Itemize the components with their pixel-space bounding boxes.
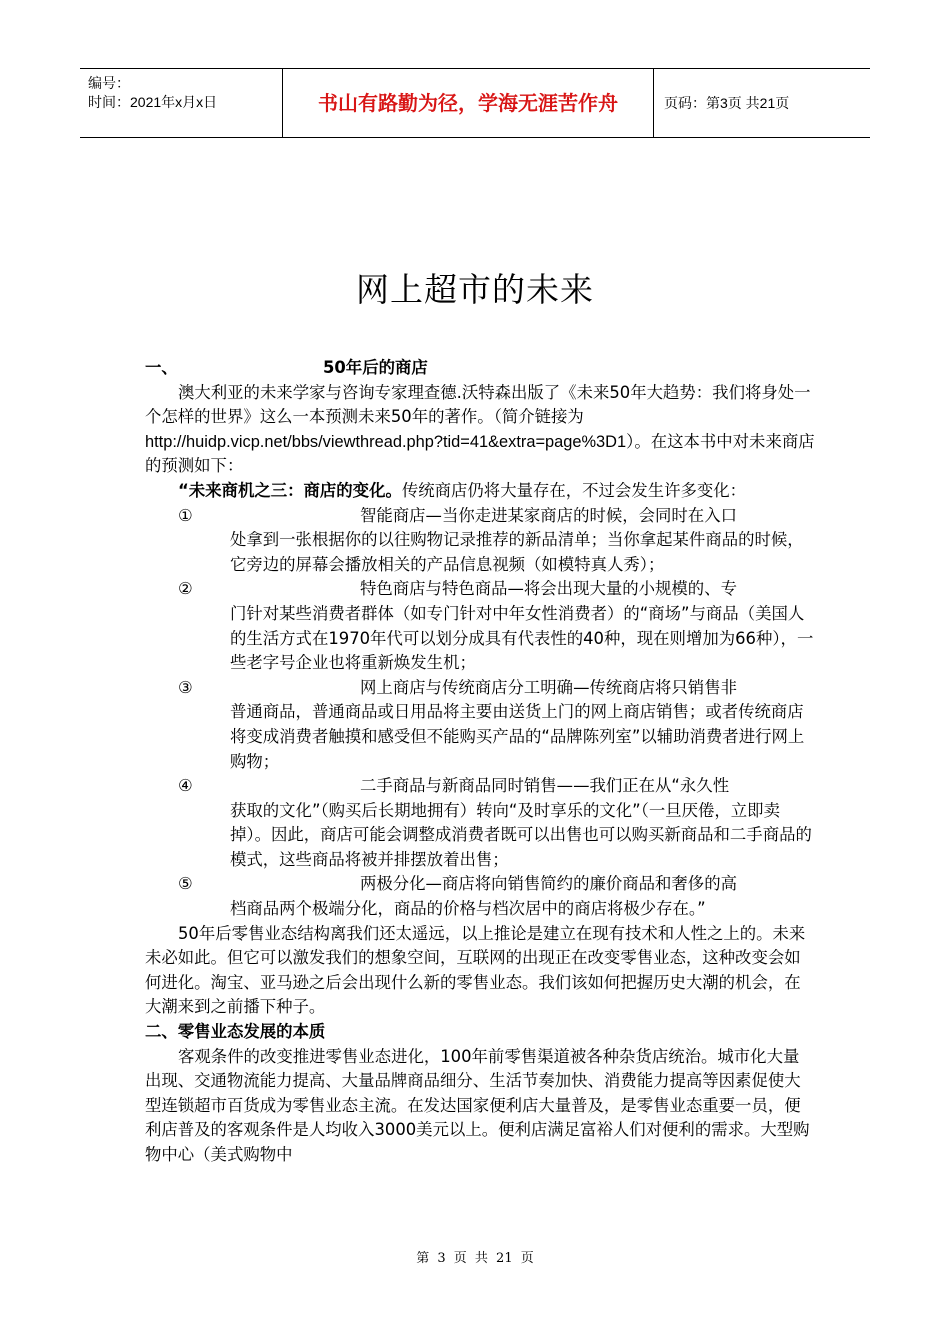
list-item-first-line: 二手商品与新商品同时销售——我们正在从“永久性 [360, 776, 730, 796]
section-1-heading [145, 356, 815, 381]
section-1-number: 一、 [145, 358, 178, 377]
list-item-rest: 档商品两个极端分化，商品的价格与档次居中的商店将极少存在。” [230, 899, 706, 919]
intro-link[interactable]: http://huidp.vicp.net/bbs/viewthread.php?tid=41&extra=page%3D1 [145, 432, 627, 451]
list-marker: ④ [178, 776, 193, 796]
list-marker: ⑤ [178, 874, 193, 894]
list-item-first-line: 网上商店与传统商店分工明确—传统商店将只销售非 [360, 677, 737, 697]
intro-text-a: 澳大利亚的未来学家与咨询专家理查德.沃特森出版了《未来50年大趋势：我们将身处一个怎样的世界》这么一本预测未来50年的著作。（简介链接为 [145, 382, 811, 427]
list-item [145, 774, 815, 872]
header-table [80, 68, 870, 138]
list-item-first-line: 两极分化—商店将向销售简约的廉价商品和奢侈的高 [360, 874, 737, 894]
list-item [145, 504, 815, 578]
section-2-paragraph: 客观条件的改变推进零售业态进化，100年前零售渠道被各种杂货店统治。城市化大量出现、交通物流能力提高、大量品牌商品细分、生活节奏加快、消费能力提高等因素促使大型连锁超市百货成为零售业态主流。在发达国家便利店大量普及，是零售业态重要一员，便利店普及的客观条件是人均收入3000美元以上。便利店满足富裕人们对便利的需求。大型购物中心（美式购物中 [145, 1046, 810, 1164]
document-title: 网上超市的未来 [356, 270, 594, 309]
header-number-label: 编号： [88, 75, 130, 91]
quote-rest: 传统商店仍将大量存在，不过会发生许多变化： [401, 480, 747, 500]
header-date: 时间：2021年x月x日 [88, 94, 218, 110]
list-item-rest: 普通商品，普通商品或日用品将主要由送货上门的网上商店销售；或者传统商店将变成消费者触摸和感受但不能购买产品的“品牌陈列室”以辅助消费者进行网上购物； [230, 702, 805, 771]
list-item-rest: 获取的文化”（购买后长期地拥有）转向“及时享乐的文化”（一旦厌倦，立即卖掉）。因此，商店可能会调整成消费者既可以出售也可以购买新商品和二手商品的模式，这些商品将被并排摆放着出售； [230, 800, 812, 869]
header-page-info: 页码：第3页 共21页 [664, 95, 790, 111]
intro-text-b: ）。在这本书中对未来商店的预测如下： [145, 431, 815, 476]
list-item-first-line: 智能商店—当你走进某家商店的时候，会同时在入口 [360, 505, 737, 525]
list-item [145, 676, 815, 774]
page-footer: 第 3 页 共 21 页 [416, 1251, 534, 1266]
list-item-rest: 处拿到一张根据你的以往购物记录推荐的新品清单；当你拿起某件商品的时候，它旁边的屏幕会播放相关的产品信息视频（如模特真人秀）； [230, 530, 804, 574]
list-item-rest: 门针对某些消费者群体（如专门针对中年女性消费者）的“商场”与商品（美国人的生活方式在1970年代可以划分成具有代表性的40种，现在则增加为66种），一些老字号企业也将重新焕发生机； [230, 603, 814, 673]
list-item [145, 872, 815, 921]
header-meta [80, 69, 282, 137]
quote-bold: “未来商机之三：商店的变化。 [178, 480, 402, 500]
section-2-heading: 二、零售业态发展的本质 [145, 1022, 326, 1042]
list-marker: ② [178, 579, 193, 599]
closing-paragraph: 50年后零售业态结构离我们还太遥远，以上推论是建立在现有技术和人性之上的。未来未必如此。但它可以激发我们的想象空间，互联网的出现正在改变零售业态，这种改变会如何进化。淘宝、亚马逊之后会出现什么新的零售业态。我们该如何把握历史大潮的机会，在大潮来到之前播下种子。 [145, 923, 806, 1017]
list-item-first-line: 特色商店与特色商品—将会出现大量的小规模的、专 [360, 579, 737, 599]
document-body [145, 356, 815, 1168]
header-motto: 书山有路勤为径，学海无涯苦作舟 [282, 69, 654, 137]
section-1-title: 50年后的商店 [323, 358, 428, 377]
list-marker: ① [178, 505, 193, 525]
list-marker: ③ [178, 677, 193, 697]
list-item [145, 577, 815, 675]
quote-paragraph [145, 479, 815, 504]
intro-paragraph [145, 381, 815, 479]
